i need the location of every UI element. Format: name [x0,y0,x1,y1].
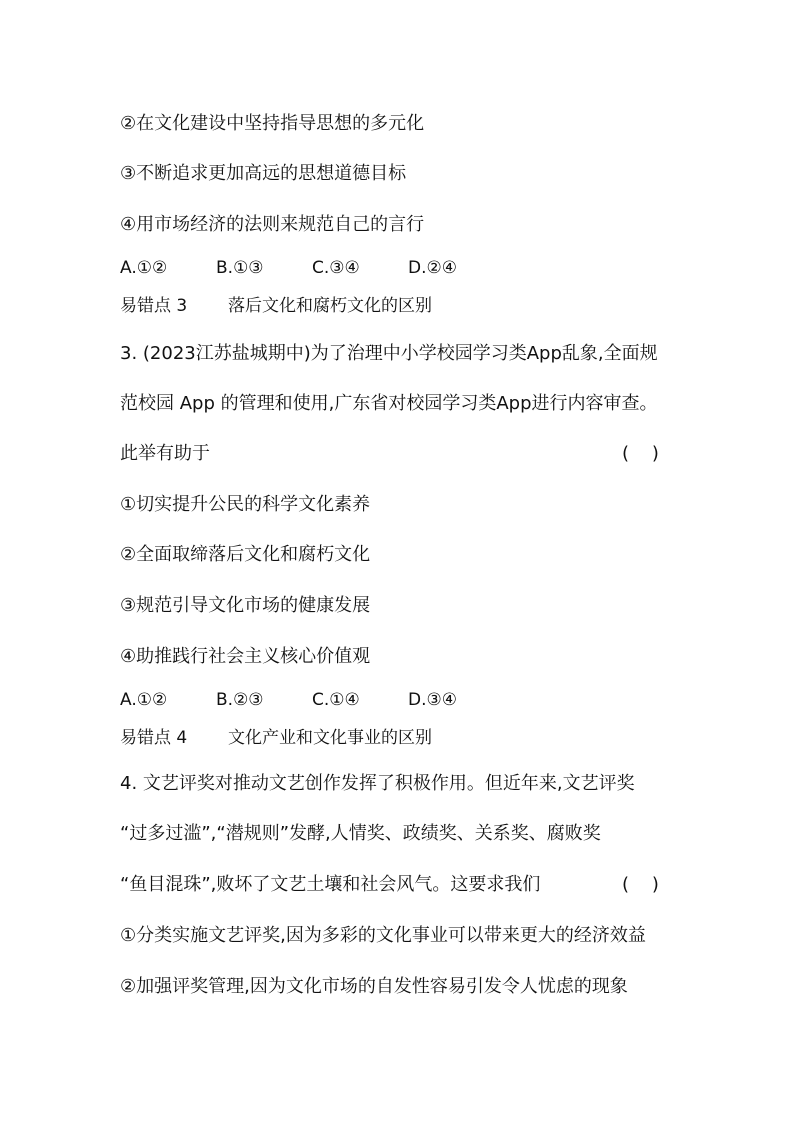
q4-line-3: “鱼目混珠”,败坏了文艺土壤和社会风气。这要求我们 [120,874,541,895]
q3-option-d: D.③④ [408,690,457,710]
q3-statement-3: ③规范引导文化市场的健康发展 [120,595,371,616]
q3-statement-4: ④助推践行社会主义核心价值观 [120,646,371,667]
q3-line-1: 3. (2023江苏盐城期中)为了治理中小学校园学习类App乱象,全面规 [120,343,658,364]
q2-options [120,256,457,280]
error-point-3-title: 落后文化和腐朽文化的区别 [228,296,432,316]
q2-option-c: C.③④ [312,258,360,278]
q3-option-a: A.①② [120,690,168,710]
q3-answer-bracket: ( ) [622,443,659,464]
q4-line-1: 4. 文艺评奖对推动文艺创作发挥了积极作用。但近年来,文艺评奖 [120,773,635,794]
q3-statement-2: ②全面取缔落后文化和腐朽文化 [120,544,371,565]
q3-option-c: C.①④ [312,690,360,710]
error-point-4-label: 易错点 4 [120,728,188,748]
q2-statement-2: ②在文化建设中坚持指导思想的多元化 [120,113,425,134]
error-point-3-label: 易错点 3 [120,296,188,316]
q4-statement-1: ①分类实施文艺评奖,因为多彩的文化事业可以带来更大的经济效益 [120,925,646,946]
q2-option-a: A.①② [120,258,168,278]
q2-option-d: D.②④ [408,258,457,278]
q4-statement-2: ②加强评奖管理,因为文化市场的自发性容易引发令人忧虑的现象 [120,976,628,997]
q2-option-b: B.①③ [216,258,264,278]
q3-statement-1: ①切实提升公民的科学文化素养 [120,494,371,515]
error-point-3-heading [120,294,432,318]
q3-line-3: 此举有助于 [120,443,210,464]
q3-options [120,688,457,712]
q2-statement-4: ④用市场经济的法则来规范自己的言行 [120,214,425,235]
q4-line-2: “过多过滥”,“潜规则”发酵,人情奖、政绩奖、关系奖、腐败奖 [120,823,601,844]
q2-statement-3: ③不断追求更加高远的思想道德目标 [120,163,407,184]
q3-line-2: 范校园 App 的管理和使用,广东省对校园学习类App进行内容审查。 [120,393,658,414]
error-point-4-title: 文化产业和文化事业的区别 [228,728,432,748]
q4-answer-bracket: ( ) [622,874,659,895]
error-point-4-heading [120,726,432,750]
q3-option-b: B.②③ [216,690,264,710]
